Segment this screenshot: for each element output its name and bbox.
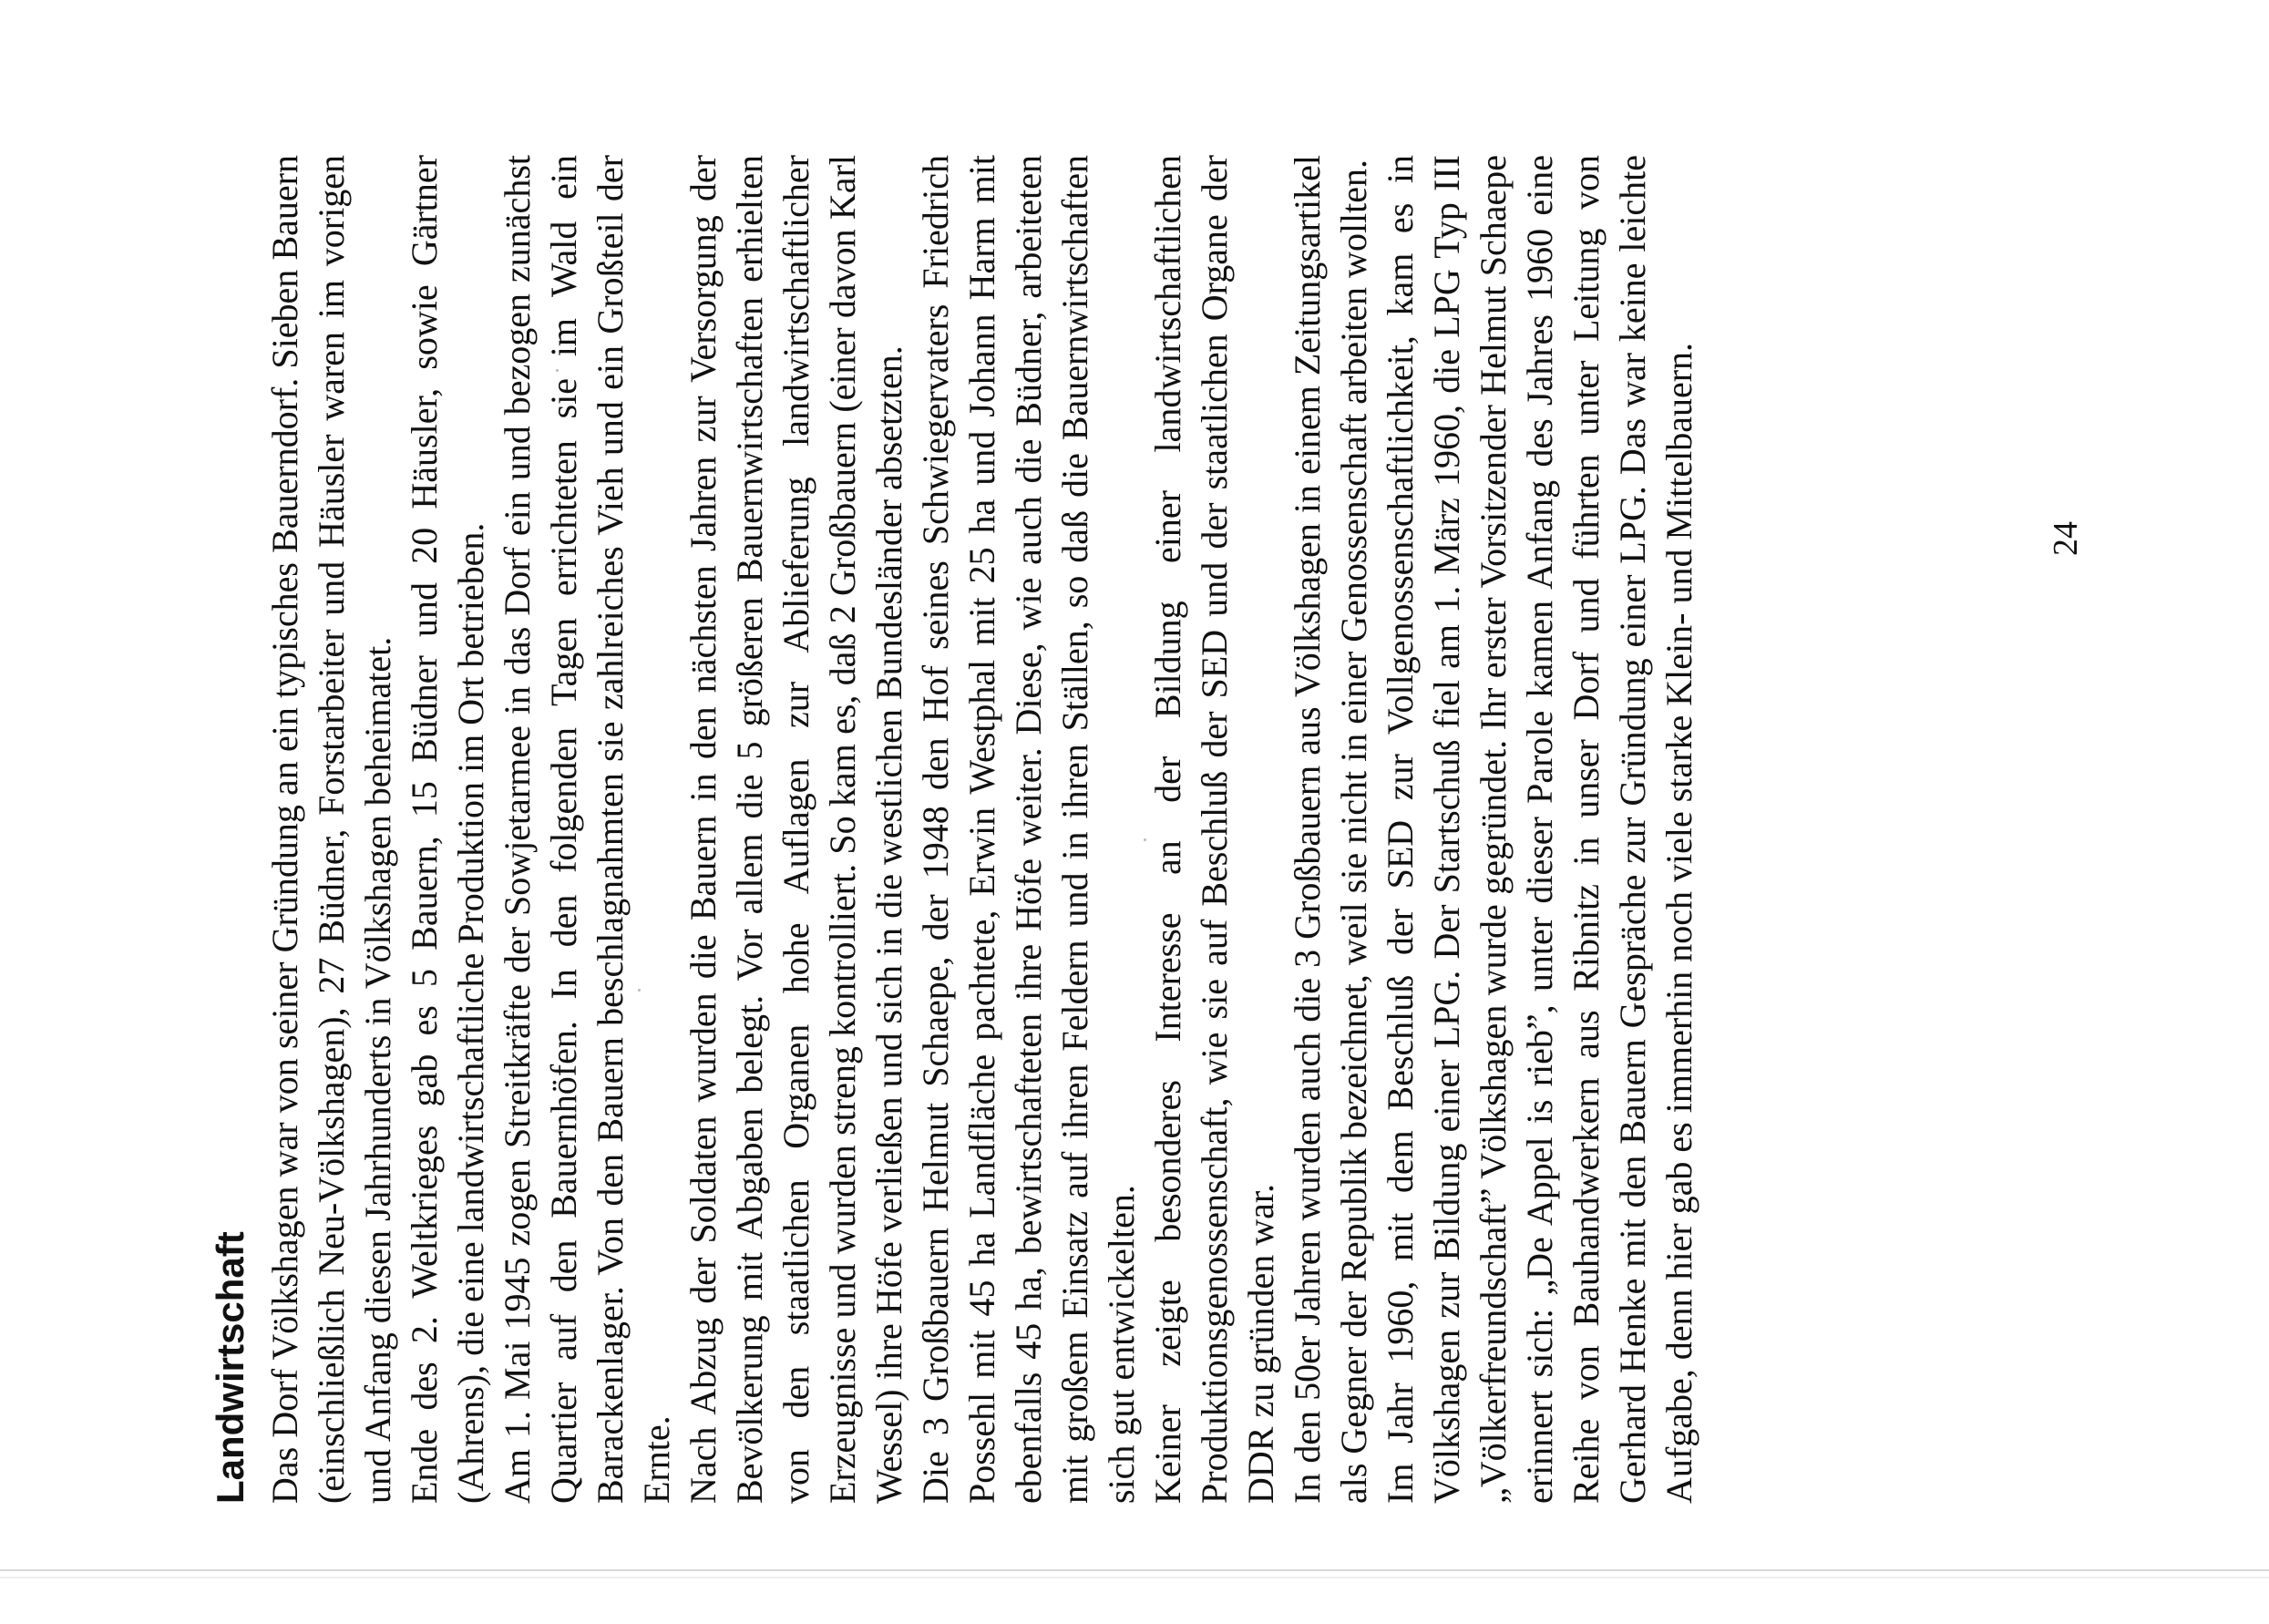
scan-edge-line	[0, 1569, 2269, 1571]
page-number: 24	[2047, 521, 2085, 556]
paragraph: Keiner zeigte besonderes Interesse an der Bildung einer landwirtschaftlichen Produktionsgenossenschaft, wie sie auf Beschluß der SED und der staatlichen Organe der DDR zu gründen war.	[1147, 155, 1281, 1504]
paragraph: Das Dorf Völkshagen war von seiner Gründung an ein typisches Bauerndorf. Sieben Bauern (einschließlich Neu-Völkshagen), 27 Büdner, Forstarbeiter und Häusler waren im vorigen und Anfang diesen Jahrhunderts in Völkshagen beheimatet.	[264, 155, 398, 1504]
rotated-text-block	[205, 155, 2164, 1504]
paragraph: Am 1. Mai 1945 zogen Streitkräfte der Sowjetarmee in das Dorf ein und bezogen zunächst Quartier auf den Bauernhöfen. In den folgenden Tagen errichteten sie im Wald ein Barackenlager. Von den Bauern beschlagnahmten sie zahlreiches Vieh und ein Großteil der Ernte.	[497, 155, 677, 1504]
section-heading: Landwirtschaft	[209, 1231, 252, 1504]
paragraph: Im Jahr 1960, mit dem Beschluß der SED zur Vollgenossenschaftlichkeit, kam es in Völkshagen zur Bildung einer LPG. Der Startschuß fiel am 1. März 1960, die LPG Typ III „Völkerfreundschaft” Völkshagen wurde gegründet. Ihr erster Vorsitzender Helmut Schaepe erinnert sich: „De Appel is rieb”, unter dieser Parole kamen Anfang des Jahres 1960 eine Reihe von Bauhandwerkern aus Ribnitz in unser Dorf und führten unter Leitung von Gerhard Henke mit den Bauern Gespräche zur Gründung einer LPG. Das war keine leichte Aufgabe, denn hier gab es immerhin noch viele starke Klein- und Mittelbauern.	[1380, 155, 1699, 1504]
paragraph: Ende des 2. Weltkrieges gab es 5 Bauern, 15 Büdner und 20 Häusler, sowie Gärtner (Ahrens), die eine landwirtschaftliche Produktion im Ort betrieben.	[404, 155, 491, 1504]
paragraph: Nach Abzug der Soldaten wurden die Bauern in den nächsten Jahren zur Versorgung der Bevölkerung mit Abgaben belegt. Vor allem die 5 größeren Bauernwirtschaften erhielten von den staatlichen Organen hohe Auflagen zur Ablieferung landwirtschaftlicher Erzeugnisse und wurden streng kontrolliert. So kam es, daß 2 Großbauern (einer davon Karl Wessel) ihre Höfe verließen und sich in die westlichen Bundesländer absetzten.	[683, 155, 909, 1504]
scan-edge-line	[0, 1577, 2269, 1578]
paragraph: Die 3 Großbauern Helmut Schaepe, der 1948 den Hof seines Schwiegervaters Friedrich Possehl mit 45 ha Landfläche pachtete, Erwin Westphal mit 25 ha und Johann Harm mit ebenfalls 45 ha, bewirtschafteten ihre Höfe weiter. Diese, wie auch die Büdner, arbeiteten mit großem Einsatz auf ihren Feldern und in ihren Ställen, so daß die Bauernwirtschaften sich gut entwickelten.	[915, 155, 1142, 1504]
paragraph: In den 50er Jahren wurden auch die 3 Großbauern aus Völkshagen in einem Zeitungsartikel als Gegner der Republik bezeichnet, weil sie nicht in einer Genossenschaft arbeiten wollten.	[1287, 155, 1374, 1504]
